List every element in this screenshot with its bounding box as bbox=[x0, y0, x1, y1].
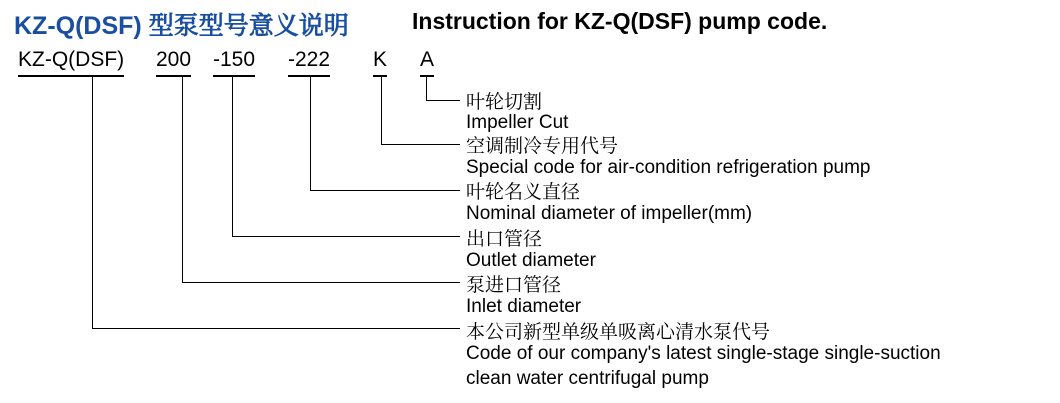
code-token-inlet: 200 bbox=[156, 48, 191, 77]
leader-line-impeller-cut-horizontal bbox=[426, 100, 460, 101]
leader-line-nominal-diameter-horizontal bbox=[310, 190, 460, 191]
leader-line-nominal-diameter-vertical bbox=[310, 76, 311, 190]
leader-line-special-code-vertical bbox=[381, 76, 382, 144]
code-token-series: KZ-Q(DSF) bbox=[18, 48, 124, 77]
legend-nominal-diameter-cn: 叶轮名义直径 bbox=[466, 182, 581, 203]
legend-nominal-diameter-en: Nominal diameter of impeller(mm) bbox=[466, 203, 753, 224]
leader-line-series-code-horizontal bbox=[92, 328, 460, 329]
legend-series-code-en-line2: clean water centrifugal pump bbox=[466, 368, 709, 389]
leader-line-impeller-cut-vertical bbox=[426, 76, 427, 100]
legend-impeller-cut-en: Impeller Cut bbox=[466, 112, 569, 133]
legend-impeller-cut-cn: 叶轮切割 bbox=[466, 92, 543, 113]
legend-series-code-en-line1: Code of our company's latest single-stage single-suction bbox=[466, 343, 941, 364]
page-title-english: Instruction for KZ-Q(DSF) pump code. bbox=[412, 8, 828, 34]
leader-line-special-code-horizontal bbox=[381, 144, 460, 145]
code-token-cut: A bbox=[420, 48, 434, 77]
legend-series-code-cn: 本公司新型单级单吸离心清水泵代号 bbox=[466, 322, 771, 343]
code-token-impeller-diameter: -222 bbox=[288, 48, 330, 77]
code-token-outlet: -150 bbox=[213, 48, 255, 77]
leader-line-inlet-diameter-vertical bbox=[182, 76, 183, 282]
legend-special-code-en: Special code for air-condition refrigeration pump bbox=[466, 157, 871, 178]
legend-inlet-diameter-cn: 泵进口管径 bbox=[466, 275, 562, 296]
legend-inlet-diameter-en: Inlet diameter bbox=[466, 296, 582, 317]
leader-line-outlet-diameter-horizontal bbox=[232, 236, 460, 237]
leader-line-inlet-diameter-horizontal bbox=[182, 282, 460, 283]
legend-special-code-cn: 空调制冷专用代号 bbox=[466, 136, 619, 157]
code-token-special: K bbox=[373, 48, 387, 77]
page-title-chinese: KZ-Q(DSF) 型泵型号意义说明 bbox=[14, 12, 349, 40]
leader-line-series-code-vertical bbox=[92, 76, 93, 328]
leader-line-outlet-diameter-vertical bbox=[232, 76, 233, 236]
legend-outlet-diameter-en: Outlet diameter bbox=[466, 250, 596, 271]
legend-outlet-diameter-cn: 出口管径 bbox=[466, 229, 543, 250]
